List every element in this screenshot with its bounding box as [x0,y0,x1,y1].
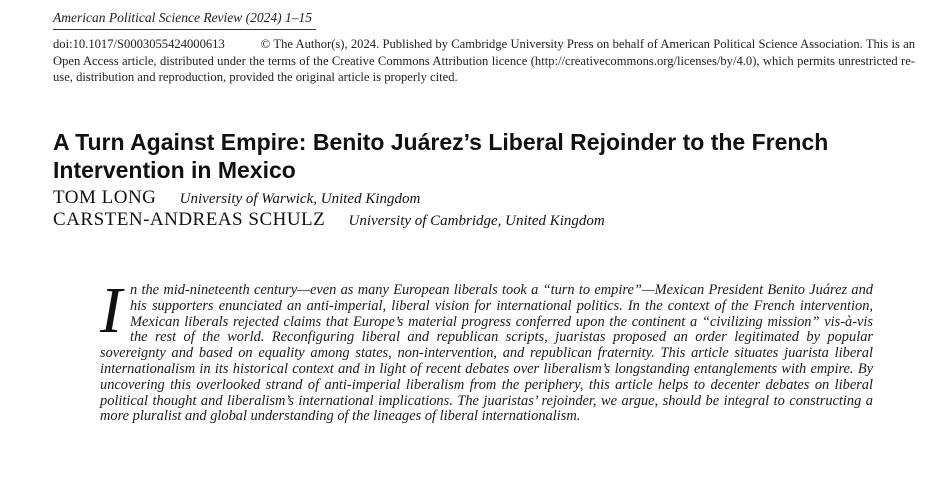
license-block [53,36,915,86]
doi-link[interactable]: doi:10.1017/S0003055424000613 [53,37,225,51]
author-affiliation: University of Cambridge, United Kingdom [348,213,605,229]
author-affiliation: University of Warwick, United Kingdom [179,191,421,207]
abstract-text: n the mid-nineteenth century—even as many European liberals took a “turn to empire”—Mexican President Benito Juárez and his supporters enunciated an anti-imperial, liberal vision for international politics. In the context of the French intervention, Mexican liberals rejected claims that Europe’s material progress conferred upon the continent a “civilizing mission” vis-à-vis the rest of the world. Reconfiguring liberal and republican scripts, juaristas proposed an order legitimated by popular sovereignty and based on equality among states, non-intervention, and republican fraternity. This article situates juarista liberal internationalism in its historical context and in light of recent debates over liberalism’s longstanding entanglements with empire. By uncovering this overlooked strand of anti-imperial liberalism from the periphery, this article helps to decenter debates on liberal political thought and liberalism’s international implications. The juaristas’ rejoinder, we argue, should be integral to constructing a more pluralist and global understanding of the lineages of liberal internationalism. [100,282,873,425]
author-name: CARSTEN-ANDREAS SCHULZ [53,209,326,230]
author-line [53,187,420,209]
author-name: TOM LONG [53,187,157,208]
header-rule [53,29,316,30]
author-line [53,209,605,231]
abstract-dropcap: I [100,274,122,347]
license-text: © The Author(s), 2024. Published by Cambridge University Press on behalf of American Political Science Association. This is an Open Access article, distributed under the terms of the Creative Commons Attribution licence (http://creativecommons.org/licenses/by/4.0), which permits unrestricted re-use, distribution and reproduction, provided the original article is properly cited. [53,37,915,84]
article-title: A Turn Against Empire: Benito Juárez’s Liberal Rejoinder to the French Intervention in Mexico [53,129,829,183]
journal-citation: American Political Science Review (2024) 1–15 [53,10,313,25]
abstract [100,274,873,425]
